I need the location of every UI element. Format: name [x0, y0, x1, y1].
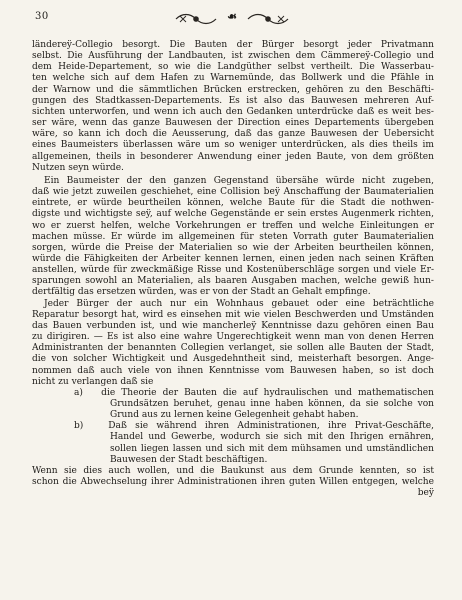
text-line: Administranten der benannten Collegien verlanget, sie sollen alle Bauten der Stadt,: [32, 343, 434, 354]
text-line: der Warnow und die sämmtlichen Brücken erstrecken, gehören zu den Beschäfti-: [32, 84, 434, 95]
text-line: nicht zu verlangen daß sie: [32, 376, 154, 387]
text-line: schon die Abwechselung ihrer Administrationen ihren guten Willen entgegen, welche: [32, 477, 434, 488]
text-line: Jeder Bürger der auch nur ein Wohnhaus gebauet oder eine beträchtliche: [44, 298, 434, 309]
text-line: dertfältig das ersetzen würden, was er von der Stadt an Gehalt empfinge.: [32, 287, 371, 298]
list-item: [32, 421, 434, 466]
list-item-text: Daß sie während ihren Administrationen, ihre Privat-Geschäfte,: [108, 421, 434, 432]
text-line: zu dirigiren. — Es ist also eine wahre Ungerechtigkeit wenn man von denen Herren: [32, 332, 434, 343]
closing-paragraph: [32, 466, 434, 499]
list-item-line: Bauwesen der Stadt beschäftigen.: [110, 454, 268, 465]
text-line: selbst. Die Ausführung der Landbauten, ist zwischen dem Cämmereÿ-Collegio und: [32, 51, 434, 62]
list-item-text: die Theorie der Bauten die auf hydraulischen und mathematischen: [101, 387, 434, 398]
text-line: wäre, so kann ich doch die Aeusserung, daß das ganze Bauwesen der Uebersicht: [32, 129, 434, 140]
text-line: würde die Fähigkeiten der Arbeiter kennen lernen, einen jeden nach seinen Kräften: [32, 253, 434, 264]
text-line: wo er zuerst helfen, welche Vorkehrungen er treffen und welche Einleitungen er: [32, 220, 434, 231]
text-line: machen müsse. Er würde im allgemeinen für steten Vorrath guter Baumaterialien: [32, 231, 434, 242]
text-line: Wenn sie dies auch wollen, und die Baukunst aus dem Grunde kennten, so ist: [32, 465, 434, 476]
text-line: daß wie jetzt zuweilen geschiehet, eine Collision beÿ Anschaffung der Baumaterialien: [32, 187, 434, 198]
text-line: Reparatur besorgt hat, wird es einsehen mit wie vielen Beschwerden und Umständen: [32, 309, 434, 320]
text-line: eines Baumeisters überlassen wäre um so weniger unterdrücken, als dies theils im: [32, 140, 434, 151]
text-line: nommen daß auch viele von ihnen Kenntnisse vom Bauwesen haben, so ist doch: [32, 365, 434, 376]
text-line: eintrete, er würde beurtheilen können, welche Baute für die Stadt die nothwen-: [32, 198, 434, 209]
list-item-line: [32, 421, 434, 432]
text-line: dem Heide-Departement, so wie die Landgüther selbst vertheilt. Die Wasserbau-: [32, 62, 434, 73]
text-line: allgemeinen, theils in besonderer Anwendung einer jeden Baute, von dem größten: [32, 151, 434, 162]
text-line: das Bauen verbunden ist, und wie mancherleÿ Kenntnisse dazu gehören einen Bau: [32, 320, 434, 331]
text-line: die von solcher Wichtigkeit und Ausgedehntheit sind, meisterhaft besorgen. Ange-: [32, 354, 434, 365]
enumerated-list: [32, 388, 434, 466]
text-line: Nutzen seyn würde.: [32, 162, 124, 173]
list-item-line: Grundsätzen beruhet, genau inne haben können, da sie solche von: [110, 399, 434, 409]
header-ornament: [172, 12, 292, 26]
list-item-line: Handel und Gewerbe, wodurch sie sich mit den Ihrigen ernähren,: [110, 432, 434, 443]
text-line: ten welche sich auf dem Hafen zu Warnemünde, das Bollwerk und die Pfähle in: [32, 73, 434, 84]
ornament-glyph: ☙: [227, 10, 237, 23]
paragraph-1: [32, 40, 434, 174]
text-line: anstellen, würde für zweckmäßige Risse und Kostenüberschläge sorgen und viele Er-: [32, 265, 434, 276]
list-item-line: [32, 388, 434, 399]
text-line: gungen des Stadtkassen-Departements. Es ist also das Bauwesen mehreren Auf-: [32, 95, 434, 106]
list-item-line: Grund aus zu lernen keine Gelegenheit gehabt haben.: [110, 410, 359, 421]
page-number: 30: [35, 11, 49, 22]
list-item: [32, 388, 434, 421]
paragraph-2: [32, 176, 434, 299]
text-line: sparungen sowohl an Materialien, als baaren Ausgaben machen, welche gewiß hun-: [32, 276, 434, 287]
list-marker: a): [74, 387, 83, 398]
text-line: ländereÿ-Collegio besorgt. Die Bauten der Bürger besorgt jeder Privatmann: [32, 40, 434, 50]
catchword: beÿ: [417, 488, 434, 499]
text-line: Ein Baumeister der den ganzen Gegenstand übersähe würde nicht zugeben,: [44, 175, 434, 186]
text-line: ser wäre, wenn das ganze Bauwesen der Direction eines Departements übergeben: [32, 118, 434, 129]
paragraph-3: [32, 299, 434, 388]
page-header: [0, 10, 462, 30]
list-marker: b): [74, 421, 84, 432]
body-text: [32, 40, 434, 499]
list-item-line: sollen liegen lassen und sich mit dem mühsamen und umständlichen: [110, 443, 434, 454]
text-line: digste und wichtigste seÿ, auf welche Gegenstände er sein erstes Augenmerk richten,: [32, 209, 434, 220]
text-line: sichten unterworfen, und wenn ich auch den Gedanken unterdrücke daß es weit bes-: [32, 106, 434, 117]
text-line: sorgen, würde die Preise der Materialien so wie der Arbeiten beurtheilen können,: [32, 242, 434, 253]
